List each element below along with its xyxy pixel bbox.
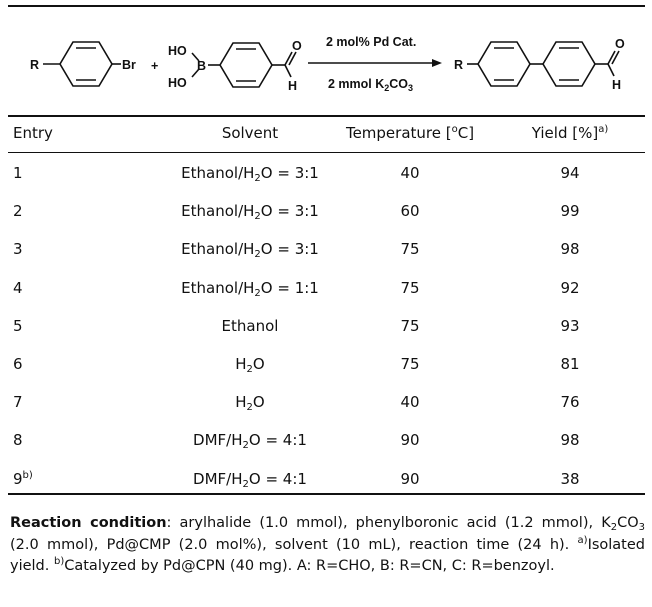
- entry-cell: 4: [13, 279, 23, 297]
- entry-cell: 9$^{b)}$: [13, 470, 33, 488]
- solvent-cell: Ethanol: [221, 317, 279, 335]
- entry-cell: 8: [13, 431, 23, 449]
- yield-cell: 93: [560, 317, 580, 335]
- temperature-cell: 75: [400, 240, 420, 258]
- yield-cell: 98: [560, 240, 580, 258]
- yield-cell: 98: [560, 431, 580, 449]
- scheme-rule: [8, 115, 645, 117]
- entry-cell: 6: [13, 355, 23, 373]
- reaction-scheme: [8, 10, 645, 102]
- solvent-cell: DMF/$H_2O$ = 4:1: [193, 470, 307, 490]
- solvent-cell: Ethanol/$H_2O$ = 1:1: [181, 279, 319, 299]
- product-hydrogen: H: [612, 78, 622, 92]
- bottom-rule: [8, 493, 645, 495]
- reactant2-hydrogen: H: [288, 79, 298, 93]
- solvent-cell: Ethanol/$H_2O$ = 3:1: [181, 240, 319, 260]
- temperature-cell: 90: [400, 470, 420, 488]
- entry-cell: 3: [13, 240, 23, 258]
- reactant2-boron: B: [197, 59, 207, 73]
- temperature-cell: 75: [400, 355, 420, 373]
- yield-cell: 81: [560, 355, 580, 373]
- temperature-cell: 60: [400, 202, 420, 220]
- footnote-bold: Reaction condition: [10, 515, 167, 531]
- entry-cell: 2: [13, 202, 23, 220]
- arrow-base-label: 2 mmol $K_2CO_3$: [328, 77, 414, 93]
- header-solvent: Solvent: [221, 124, 279, 142]
- temperature-cell: 75: [400, 317, 420, 335]
- product-structure: [467, 42, 619, 86]
- table-footnote: Reaction condition: arylhalide (1.0 mmol), phenylboronic acid (1.2 mmol), $K_2CO_3$ (2.0 mmol), Pd@CMP (2.0 mol%), solvent (10 mL), reaction time (24 h). $^{a)}$Isolated yield. $^{b)}$Catalyzed by Pd@CPN (40 mg). A: R=CHO, B: R=CN, C: R=benzoyl.: [10, 515, 646, 574]
- plus-sign: +: [151, 59, 159, 73]
- solvent-cell: $H_2O$: [235, 355, 265, 375]
- reaction-arrow: [308, 59, 442, 67]
- entry-cell: 7: [13, 393, 23, 411]
- solvent-cell: DMF/$H_2O$ = 4:1: [193, 431, 307, 451]
- boronic-acid-structure: [192, 43, 296, 87]
- yield-cell: 99: [560, 202, 580, 220]
- reactant2-oxygen: O: [292, 39, 302, 53]
- solvent-cell: $H_2O$: [235, 393, 265, 413]
- product-oxygen: O: [615, 37, 625, 51]
- header-temperature: Temperature [$^o$C]: [345, 124, 475, 142]
- temperature-cell: 90: [400, 431, 420, 449]
- temperature-cell: 40: [400, 164, 420, 182]
- reactant2-ho-top: HO: [168, 44, 187, 58]
- yield-cell: 76: [560, 393, 580, 411]
- header-entry: Entry: [13, 124, 53, 142]
- header-rule: [8, 152, 645, 153]
- reactant2-ho-bottom: HO: [168, 76, 187, 90]
- yield-cell: 94: [560, 164, 580, 182]
- reactant1-r-label: R: [30, 58, 40, 72]
- reactant1-br-label: Br: [122, 58, 136, 72]
- header-yield: Yield [%]$^{a)}$: [531, 124, 609, 142]
- temperature-cell: 75: [400, 279, 420, 297]
- top-rule: [8, 5, 645, 7]
- arrow-catalyst-label: 2 mol% Pd Cat.: [326, 35, 417, 49]
- product-r-label: R: [454, 58, 464, 72]
- solvent-cell: Ethanol/$H_2O$ = 3:1: [181, 164, 319, 184]
- temperature-cell: 40: [400, 393, 420, 411]
- yield-cell: 38: [560, 470, 580, 488]
- entry-cell: 1: [13, 164, 23, 182]
- yield-cell: 92: [560, 279, 580, 297]
- aryl-bromide-structure: [43, 42, 121, 86]
- entry-cell: 5: [13, 317, 23, 335]
- solvent-cell: Ethanol/$H_2O$ = 3:1: [181, 202, 319, 222]
